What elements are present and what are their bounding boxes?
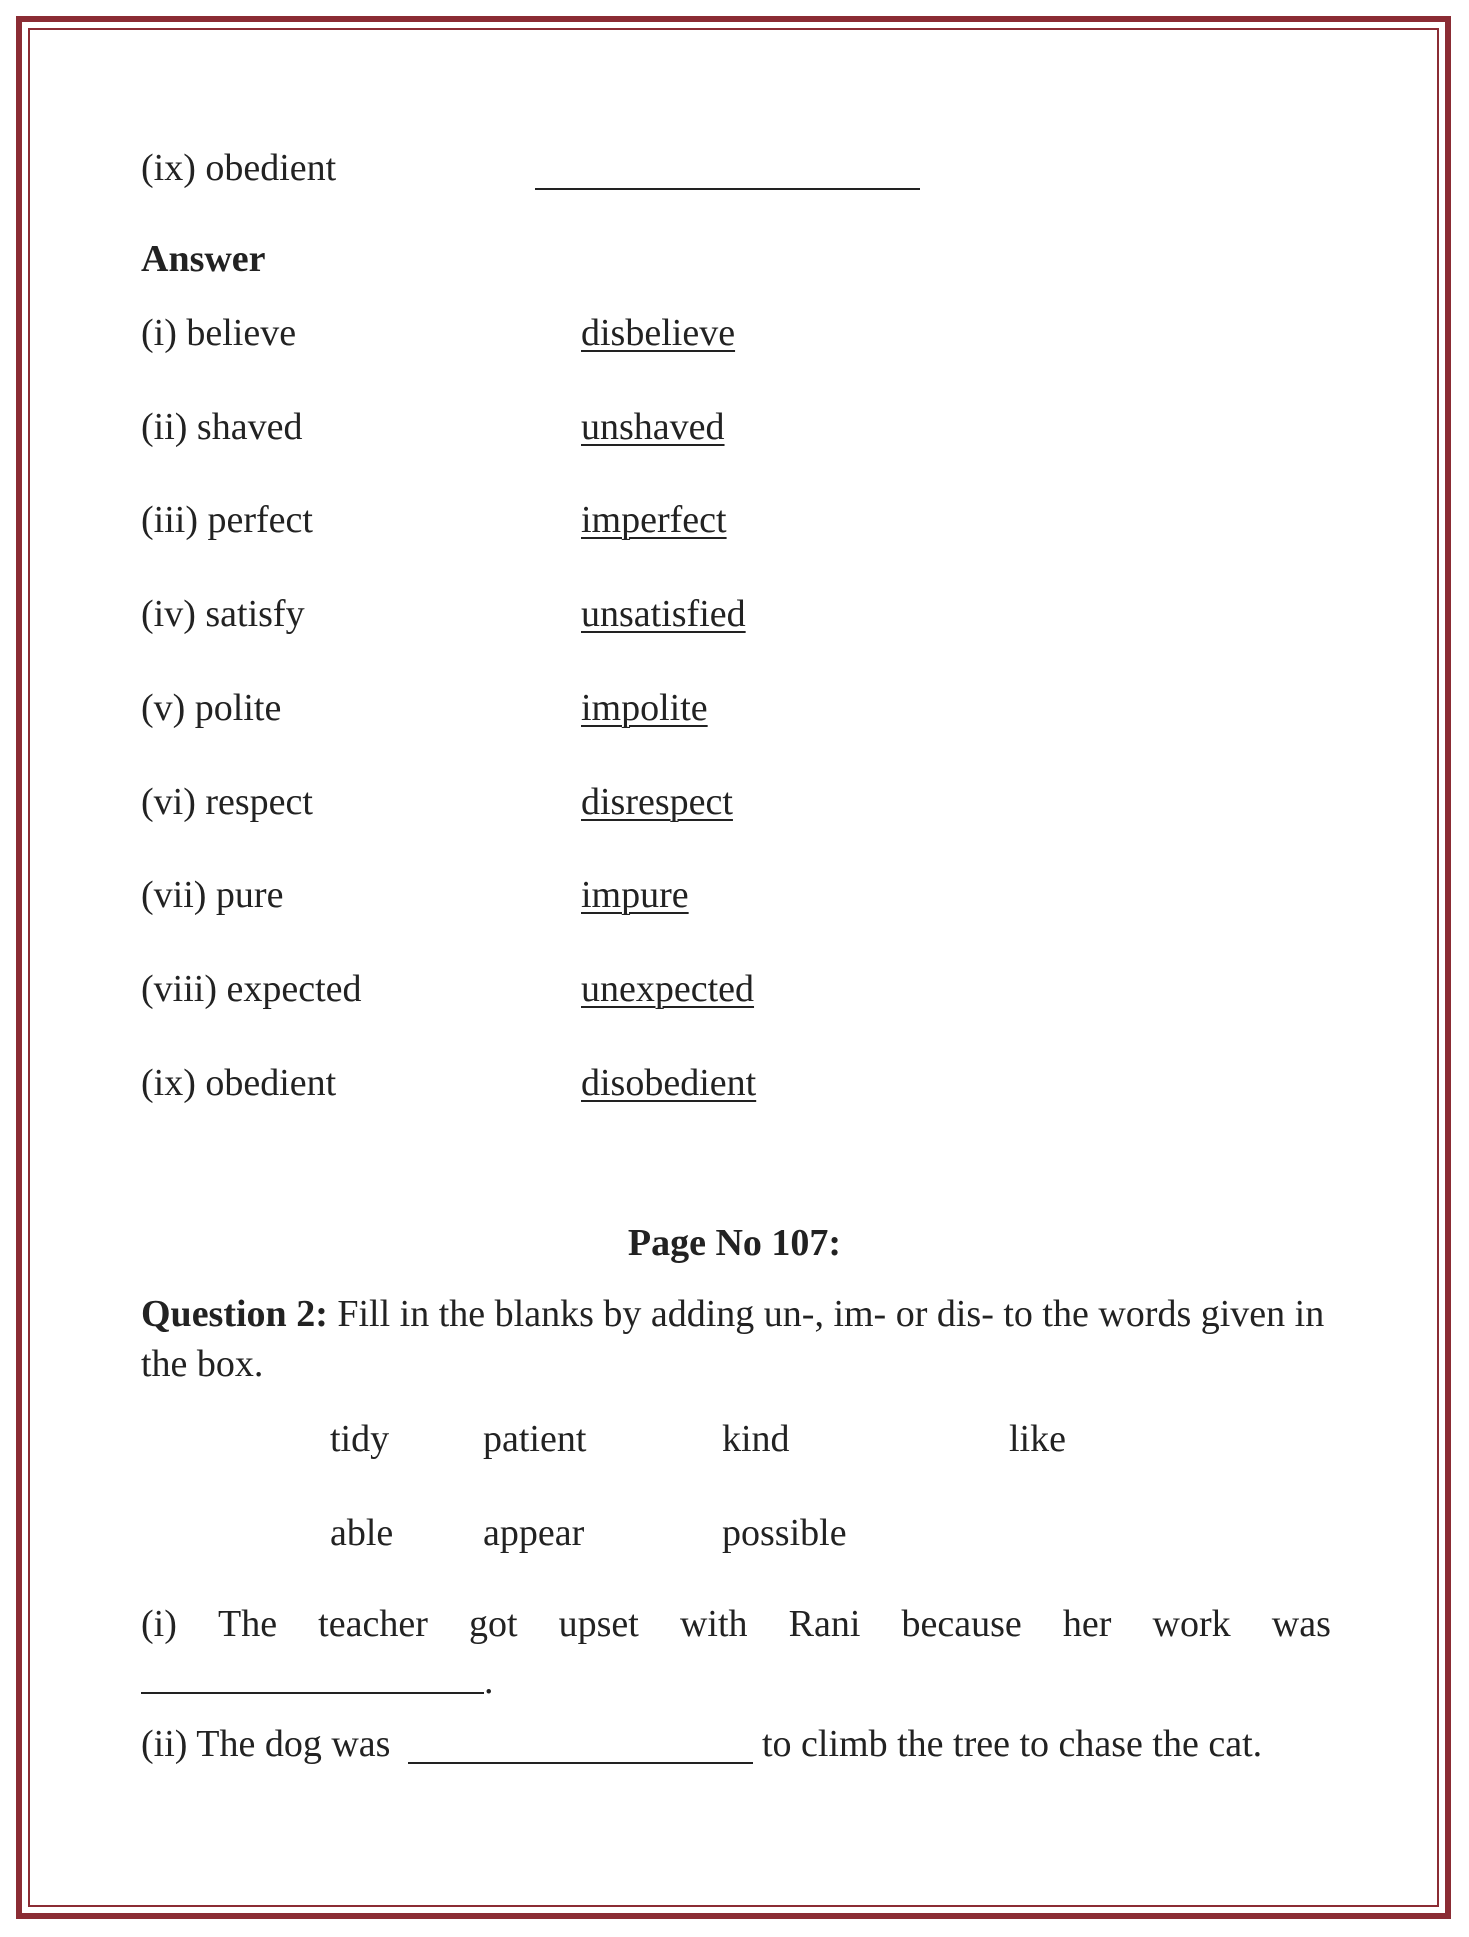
answer-value: disrespect bbox=[581, 781, 733, 823]
sentence-1-word: Rani bbox=[788, 1603, 861, 1645]
sentence-1 bbox=[141, 1601, 1331, 1647]
sentence-1-word: her bbox=[1062, 1603, 1112, 1645]
answer-word: (ii) shaved bbox=[141, 406, 303, 448]
answer-word: (vii) pure bbox=[141, 874, 284, 916]
answer-word: (v) polite bbox=[141, 687, 282, 729]
sentence-1-word: got bbox=[468, 1603, 518, 1645]
word-box-item: able bbox=[330, 1512, 394, 1554]
sentence-1-word: with bbox=[679, 1603, 748, 1645]
sentence-2-start: (ii) The dog was bbox=[141, 1723, 391, 1765]
answer-value: disbelieve bbox=[581, 312, 736, 354]
word-box-item: kind bbox=[722, 1418, 790, 1460]
question-text: Fill in the blanks by adding un-, im- or dis- to the words given in the box. bbox=[141, 1293, 1325, 1385]
sentence-1-word: teacher bbox=[318, 1603, 428, 1645]
answer-value: unshaved bbox=[581, 406, 725, 448]
answer-word: (iii) perfect bbox=[141, 499, 313, 541]
sentence-2-blank bbox=[408, 1762, 753, 1764]
answer-value: imperfect bbox=[581, 499, 727, 541]
sentence-1-word: because bbox=[901, 1603, 1022, 1645]
sentence-1-word: (i) bbox=[141, 1603, 177, 1645]
page-number-heading: Page No 107: bbox=[627, 1222, 842, 1264]
answer-word: (viii) expected bbox=[141, 968, 362, 1010]
answer-value: disobedient bbox=[581, 1062, 757, 1104]
word-box-item: like bbox=[1009, 1418, 1066, 1460]
sentence-1-end: . bbox=[484, 1660, 494, 1702]
answer-heading: Answer bbox=[141, 238, 266, 280]
answer-value: unexpected bbox=[581, 968, 755, 1010]
sentence-1-word: upset bbox=[558, 1603, 639, 1645]
answer-word: (ix) obedient bbox=[141, 1062, 337, 1104]
answer-word: (iv) satisfy bbox=[141, 593, 305, 635]
answer-word: (vi) respect bbox=[141, 781, 313, 823]
top-item-label: (ix) obedient bbox=[141, 147, 337, 189]
sentence-2-end: to climb the tree to chase the cat. bbox=[762, 1723, 1263, 1765]
question-paragraph bbox=[141, 1289, 1331, 1389]
answer-value: impure bbox=[581, 874, 689, 916]
sentence-1-word: was bbox=[1271, 1603, 1331, 1645]
sentence-1-word: work bbox=[1152, 1603, 1231, 1645]
question-label: Question 2: bbox=[141, 1293, 328, 1335]
answer-value: unsatisfied bbox=[581, 593, 746, 635]
answer-word: (i) believe bbox=[141, 312, 297, 354]
sentence-1-blank bbox=[141, 1692, 484, 1694]
word-box-item: tidy bbox=[330, 1418, 390, 1460]
word-box-item: possible bbox=[722, 1512, 847, 1554]
top-item-blank bbox=[535, 188, 920, 190]
answer-value: impolite bbox=[581, 687, 708, 729]
word-box-item: appear bbox=[483, 1512, 585, 1554]
sentence-1-word: The bbox=[217, 1603, 278, 1645]
word-box-item: patient bbox=[483, 1418, 587, 1460]
